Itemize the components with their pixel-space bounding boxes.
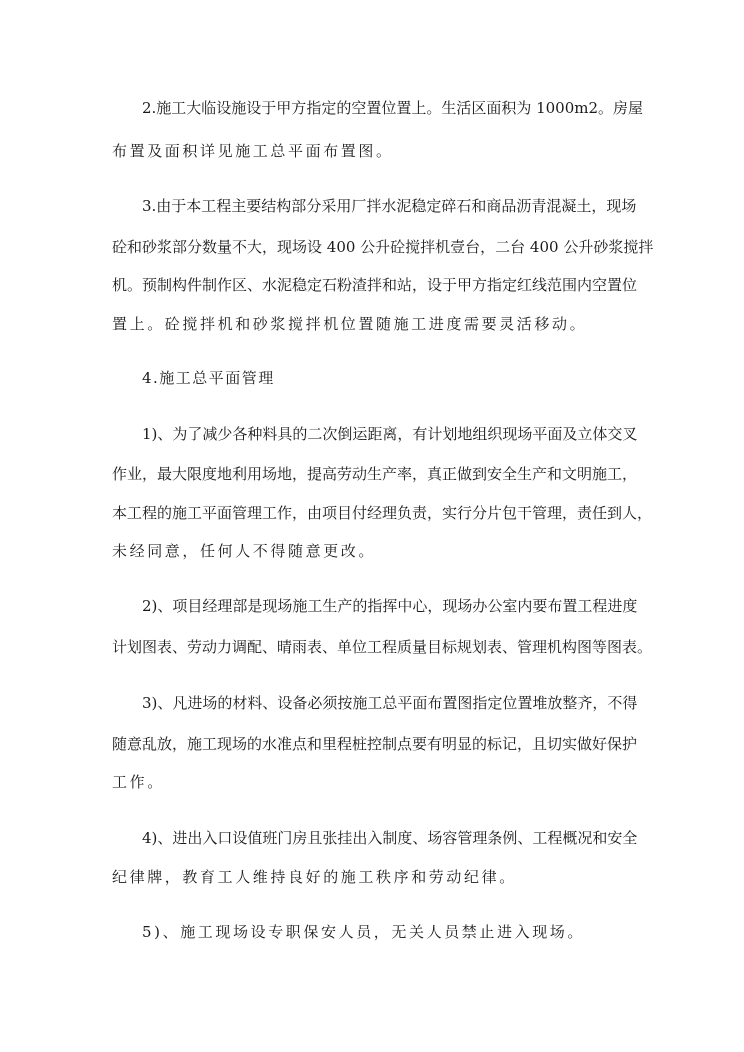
- paragraph-line: 纪律牌，教育工人维持良好的施工秩序和劳动纪律。: [112, 868, 517, 886]
- paragraph-line: 本工程的施工平面管理工作，由项目付经理负责，实行分片包干管理，责任到人，: [112, 504, 653, 522]
- paragraph-line: 工作。: [112, 773, 165, 791]
- paragraph-line: 3.由于本工程主要结构部分采用厂拌水泥稳定碎石和商品沥青混凝土，现场: [142, 197, 637, 215]
- paragraph-line: 2.施工大临设施设于甲方指定的空置位置上。生活区面积为 1000m2。房屋: [142, 99, 644, 117]
- paragraph-line: 4)、进出入口设值班门房且张挂出入制度、场容管理条例、工程概况和安全: [142, 829, 638, 847]
- paragraph-line: 计划图表、劳动力调配、晴雨表、单位工程质量目标规划表、管理机构图等图表。: [112, 638, 653, 656]
- paragraph-line: 1)、为了减少各种料具的二次倒运距离，有计划地组织现场平面及立体交叉: [142, 425, 638, 443]
- paragraph-line: 机。预制构件制作区、水泥稳定石粉渣拌和站，设于甲方指定红线范围内空置位: [112, 276, 638, 294]
- paragraph-line: 2)、项目经理部是现场施工生产的指挥中心，现场办公室内要布置工程进度: [142, 597, 638, 615]
- paragraph-line: 5)、施工现场设专职保安人员，无关人员禁止进入现场。: [142, 923, 585, 941]
- paragraph-line: 作业，最大限度地利用场地，提高劳动生产率，真正做到安全生产和文明施工，: [112, 465, 638, 483]
- paragraph-line: 砼和砂浆部分数量不大，现场设 400 公升砼搅拌机壹台，二台 400 公升砂浆搅拌: [112, 238, 654, 256]
- paragraph-line: 未经同意，任何人不得随意更改。: [112, 542, 377, 560]
- heading-line: 4.施工总平面管理: [142, 369, 275, 387]
- paragraph-line: 随意乱放，施工现场的水准点和里程桩控制点要有明显的标记，且切实做好保护: [112, 735, 638, 753]
- paragraph-line: 3)、凡进场的材料、设备必须按施工总平面布置图指定位置堆放整齐，不得: [142, 694, 638, 712]
- paragraph-line: 布置及面积详见施工总平面布置图。: [112, 142, 394, 160]
- paragraph-line: 置上。砼搅拌机和砂浆搅拌机位置随施工进度需要灵活移动。: [112, 315, 588, 333]
